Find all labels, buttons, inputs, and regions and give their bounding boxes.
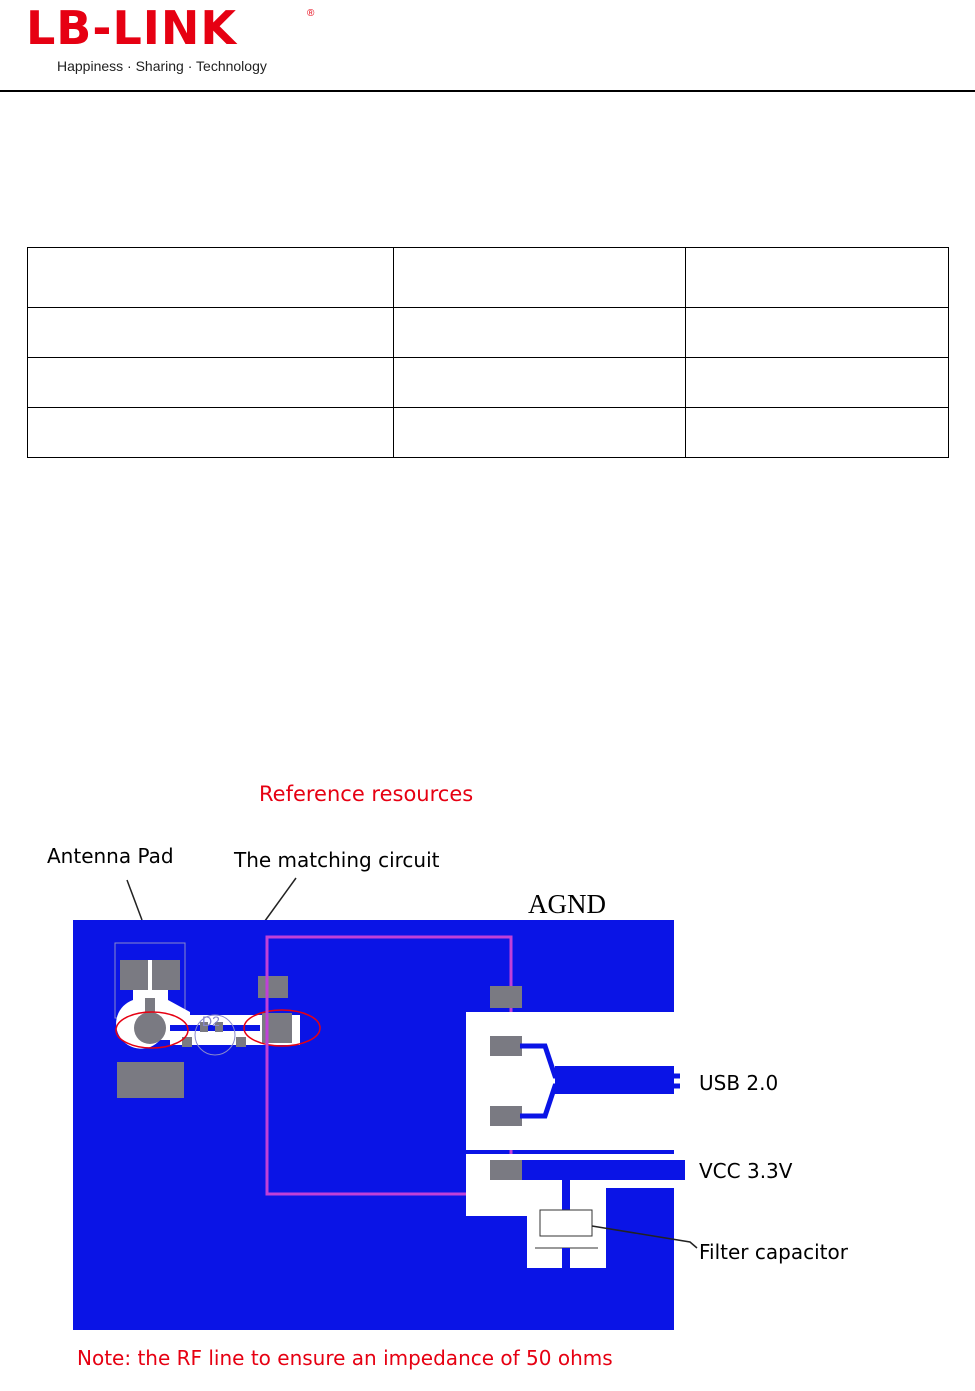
filter-capacitor [540,1210,592,1236]
cap-ground-trace [562,1248,570,1270]
brand-name: LB-LINK [26,1,238,55]
matching-circuit-label: The matching circuit [234,848,440,872]
vcc-pad [490,1160,522,1180]
module-pad [490,986,522,1008]
brand-tagline: Happiness · Sharing · Technology [57,58,267,74]
antenna-pad-left [120,960,148,990]
filter-capacitor-label: Filter capacitor [699,1240,848,1264]
antenna-pad-right [152,960,180,990]
antenna-feed-pad [134,1012,166,1044]
antenna-leader-line [127,880,142,920]
agnd-label: AGND [528,889,606,919]
registered-mark: ® [307,8,315,19]
matching-pad [258,976,288,998]
antenna-pad-label: Antenna Pad [47,844,174,868]
matching-leader-line [262,878,296,925]
vcc-label: VCC 3.3V [699,1159,793,1183]
diagram-title: Reference resources [259,782,474,806]
usb-pad [490,1036,522,1056]
impedance-note: Note: the RF line to ensure an impedance of 50 ohms [77,1346,613,1370]
antenna-via [145,998,155,1012]
component-ref: D2 [202,1013,220,1029]
vcc-trace [515,1160,685,1180]
usb-pad [490,1106,522,1126]
cap-trace [562,1180,570,1210]
ground-pad [117,1062,184,1098]
matching-pad [236,1037,246,1047]
usb-label: USB 2.0 [699,1071,779,1095]
